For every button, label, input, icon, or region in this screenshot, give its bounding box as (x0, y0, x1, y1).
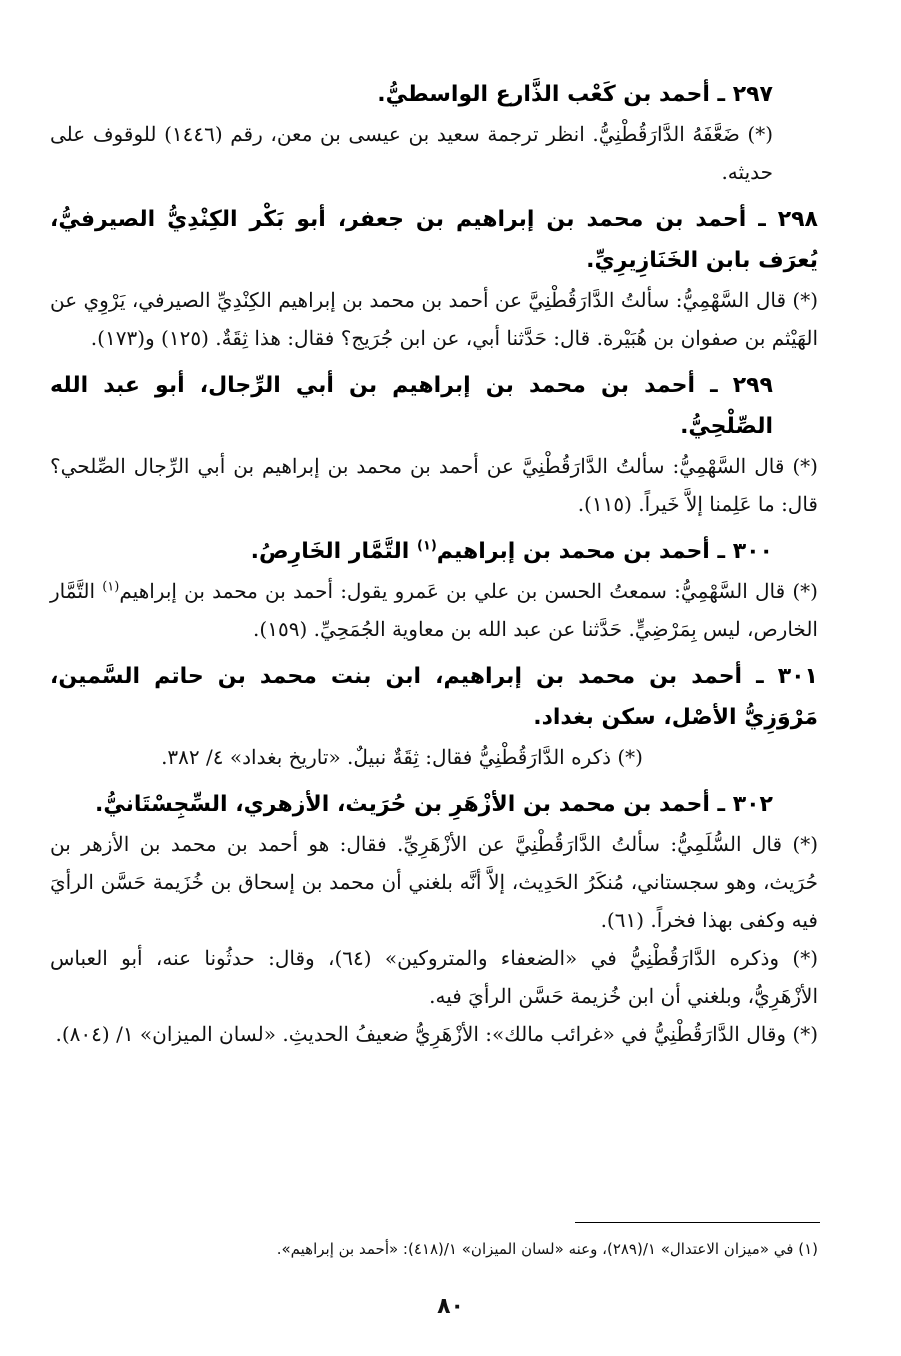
entry-paragraph: (*) قال السَّهْمِيُّ: سألتُ الدَّارَقُطْنِيَّ عن أحمد بن محمد بن إبراهيم الكِنْدِيِّ الصيرفي، يَرْوِي عن الهَيْثم بن صفوان بن هُبَيْرة. قال: حَدَّثنا أبي، عن ابن جُرَيج؟ فقال: هذا ثِقَةٌ. (١٢٥) و(١٧٣). (50, 288, 818, 350)
entry-paragraph: (*) وقال الدَّارَقُطْنِيُّ في «غرائب مالك»: الأزْهَرِيُّ ضعيفُ الحديثِ. «لسان الميزان» ١/ (٨٠٤). (55, 1022, 818, 1046)
page-body (50, 74, 818, 1061)
entry-heading (50, 531, 818, 572)
entry-paragraph: (*) قال السُّلَمِيُّ: سألتُ الدَّارَقُطْنِيَّ عن الأزْهَرِيِّ. فقال: هو أحمد بن محمد بن الأزهر بن حُرَيث، وهو سجستاني، مُنكَرُ الحَدِيث، إلاَّ أنَّه بلغني أن محمد بن إسحاق بن خُزَيمة حَسَّن الرأيَ فيه وكفى بهذا فخراً. (٦١). (50, 832, 818, 932)
footnote-divider (575, 1222, 820, 1223)
entry-heading: ٢٩٩ ـ أحمد بن محمد بن إبراهيم بن أبي الرِّجال، أبو عبد الله الصِّلْحِيُّ. (50, 373, 773, 439)
heading-text-continued: التَّمَّار الخَارِصُ. (250, 539, 417, 564)
paragraph-text-continued: التَّمَّار الخارص، ليس بِمَرْضِيٍّ. حَدَّثنا عن عبد الله بن معاوية الجُمَحِيِّ. (١٥٩). (50, 579, 818, 641)
entry-heading: ٣٠٢ ـ أحمد بن محمد بن الأزْهَرِ بن حُرَيث، الأزهري، السِّجِسْتَانيُّ. (95, 792, 773, 817)
footnote-marker: (١) (416, 538, 437, 554)
entry-paragraph: (*) ضَعَّفَهُ الدَّارَقُطْنِيُّ. انظر ترجمة سعيد بن عيسى بن معن، رقم (١٤٤٦) للوقوف على حديثه. (50, 122, 774, 184)
entry-paragraph: (*) ذكره الدَّارَقُطْنِيُّ فقال: ثِقَةٌ نبيلٌ. «تاريخ بغداد» ٤/ ٣٨٢. (161, 745, 643, 769)
entry-paragraph (50, 572, 818, 648)
entry-299 (50, 365, 818, 523)
entry-298 (50, 199, 818, 357)
paragraph-text: (*) قال السَّهْمِيُّ: سمعتُ الحسن بن علي بن عَمرو يقول: أحمد بن محمد بن إبراهيم (119, 579, 818, 603)
entry-heading: ٢٩٨ ـ أحمد بن محمد بن إبراهيم بن جعفر، أبو بَكْر الكِنْدِيُّ الصيرفيُّ، يُعرَف بابن الخَنَازِيرِيِّ. (50, 207, 818, 273)
entry-paragraph: (*) قال السَّهْمِيُّ: سألتُ الدَّارَقُطْنِيَّ عن أحمد بن محمد بن إبراهيم بن أبي الرِّجال الصِّلحي؟ قال: ما عَلِمنا إلاَّ خَيراً. (١١٥). (50, 454, 818, 516)
entry-297 (50, 74, 818, 191)
entry-300 (50, 531, 818, 648)
entry-heading: ٣٠١ ـ أحمد بن محمد بن إبراهيم، ابن بنت محمد بن حاتم السَّمين، مَرْوَزِيُّ الأصْل، سكن بغداد. (50, 664, 818, 730)
entry-301 (50, 656, 818, 776)
entry-heading: ٢٩٧ ـ أحمد بن كَعْب الذَّارع الواسطيُّ. (377, 82, 773, 107)
footnote-marker: (١) (102, 579, 120, 595)
footnote: (١) في «ميزان الاعتدال» ١/(٢٨٩)، وعنه «لسان الميزان» ١/(٤١٨): «أحمد بن إبراهيم». (276, 1240, 818, 1258)
entry-302 (50, 784, 818, 1053)
page-number: ٨٠ (437, 1294, 464, 1319)
heading-text: ٣٠٠ ـ أحمد بن محمد بن إبراهيم (436, 539, 773, 564)
entry-paragraph: (*) وذكره الدَّارَقُطْنِيُّ في «الضعفاء والمتروكين» (٦٤)، وقال: حدثُونا عنه، أبو العباس الأزْهَرِيُّ، وبلغني أن ابن خُزيمة حَسَّن الرأيَ فيه. (50, 946, 818, 1008)
